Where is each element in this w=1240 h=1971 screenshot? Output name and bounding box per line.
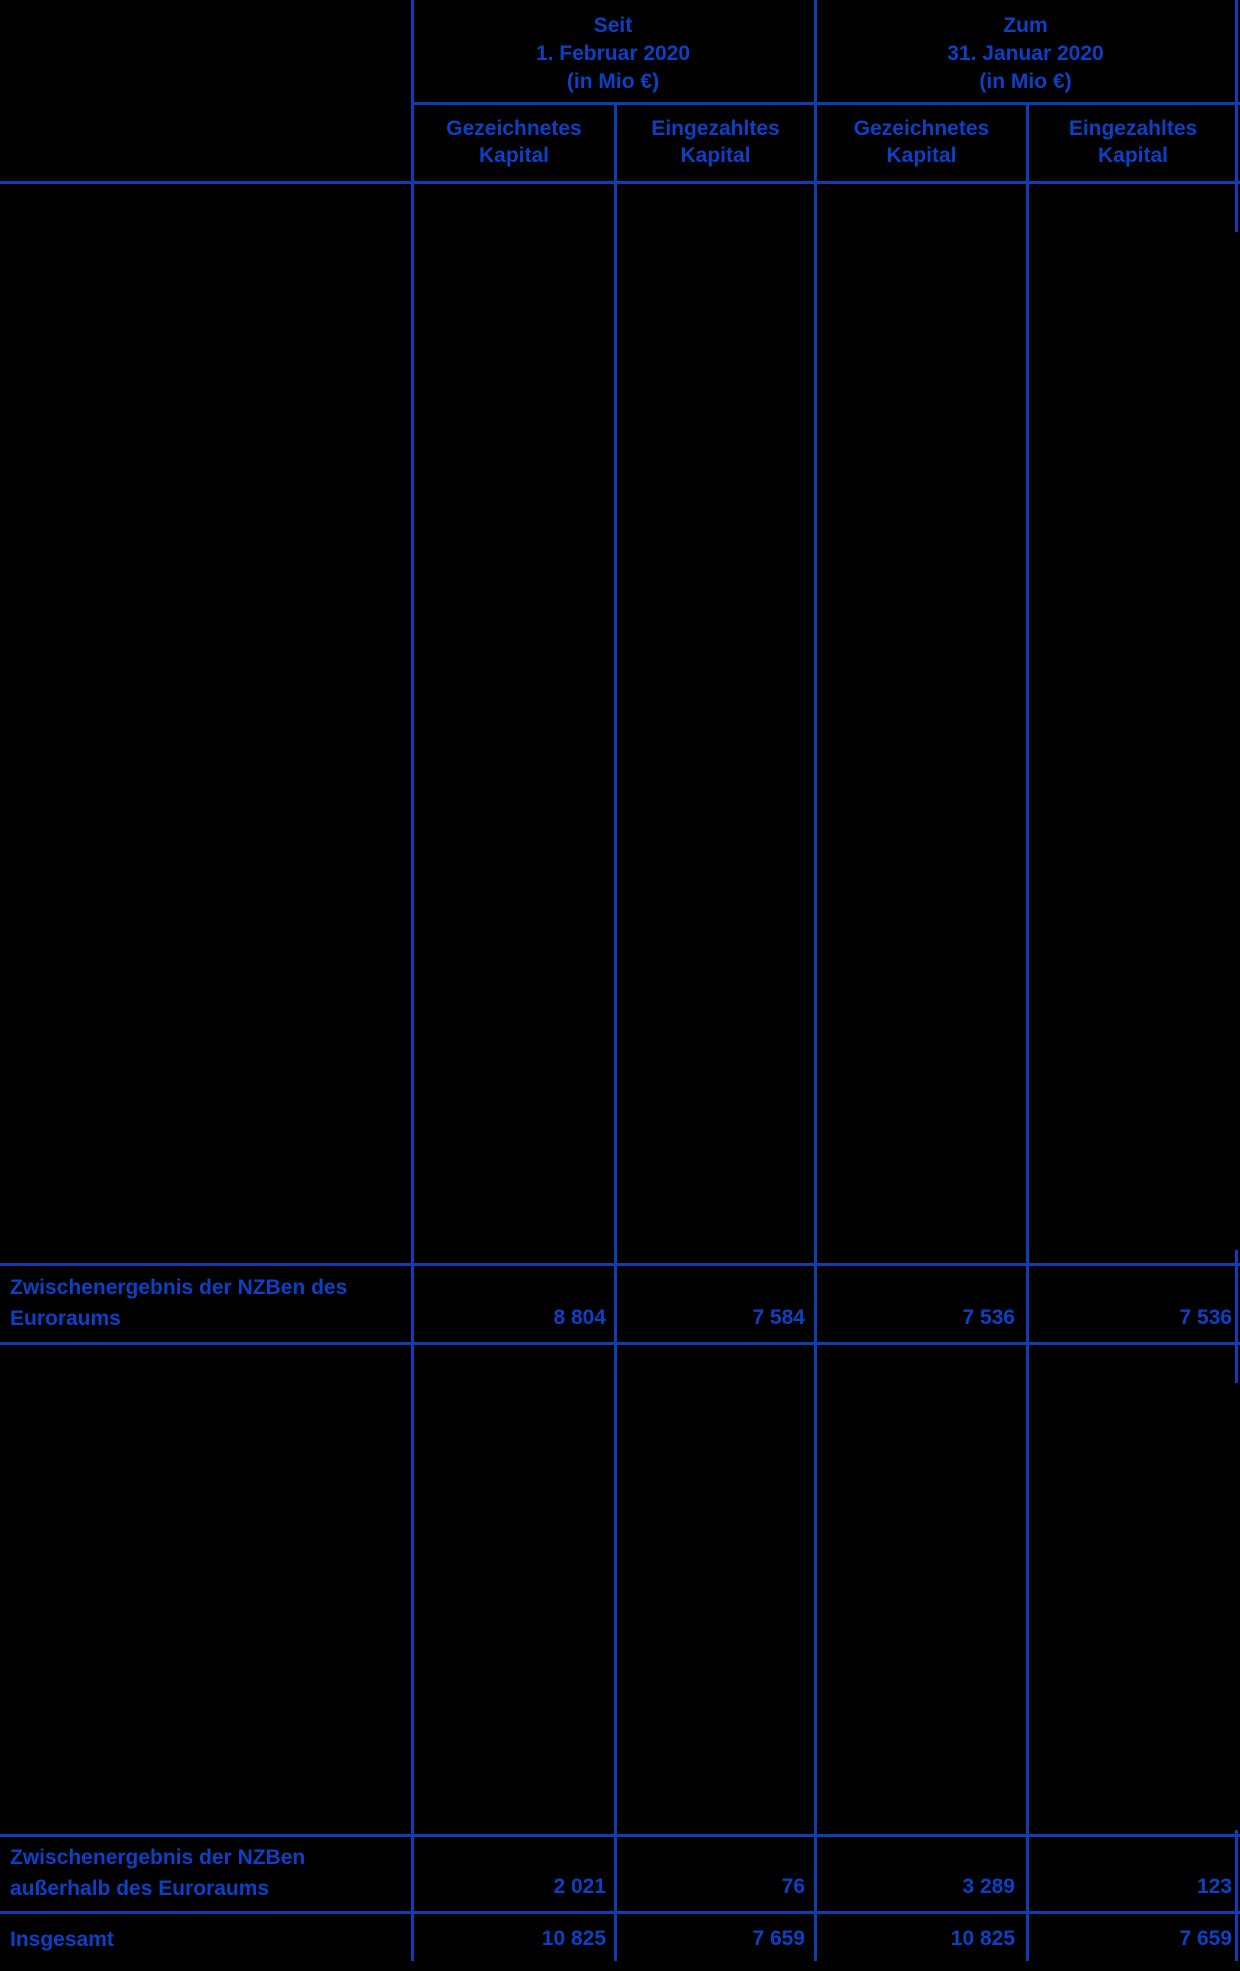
column-header-line: Gezeichnetes [853,117,990,140]
grid-vline-right-border-row1 [1235,1250,1238,1383]
table-row-label-euroraum-subtotal [10,1266,405,1340]
column-header-line: Kapital [886,144,957,167]
table-cell-value: 7 536 [962,1306,1015,1329]
table-row-label-total [10,1914,405,1964]
column-header-eingezahltes-kapital-1 [617,104,814,180]
table-cell-value: 7 536 [1179,1306,1232,1329]
table-cell-value: 2 021 [553,1875,606,1898]
table-cell-value: 10 825 [950,1927,1015,1950]
grid-hline-under-column-headers [0,181,1240,184]
column-header-line: Kapital [680,144,751,167]
column-header-line: Kapital [1097,144,1168,167]
table-cell-value: 7 659 [1179,1927,1232,1950]
row-label-line: Euroraums [10,1307,121,1330]
column-header-line: Eingezahltes [1068,117,1198,140]
column-header-gezeichnetes-kapital-2 [817,104,1026,180]
grid-vline-col3-right [1026,102,1029,1961]
grid-vline-col1-right [614,102,617,1961]
column-header-gezeichnetes-kapital-1 [414,104,614,180]
row-label-line: Insgesamt [10,1927,114,1951]
table-cell-value: 10 825 [541,1927,606,1950]
table-cell-value: 8 804 [553,1306,606,1329]
table-cell-value: 7 584 [752,1306,805,1329]
group-header-line: 1. Februar 2020 [535,42,691,65]
column-header-line: Kapital [478,144,549,167]
column-group-header-seit [411,6,815,102]
column-header-line: Gezeichnetes [446,117,582,140]
grid-vline-label-column-right [411,0,414,1961]
group-header-line: Seit [593,14,633,37]
grid-vline-right-border-rows23 [1235,1830,1238,1961]
row-label-line: Zwischenergebnis der NZBen des [10,1276,348,1299]
table-cell-value: 76 [781,1875,805,1898]
column-group-header-zum [815,6,1236,102]
column-header-line: Eingezahltes [651,117,780,140]
group-header-line: 31. Januar 2020 [947,42,1104,65]
row-label-line: Zwischenergebnis der NZBen [10,1846,306,1869]
group-header-line: (in Mio €) [566,70,660,93]
grid-hline-row1-bottom [0,1342,1240,1345]
table-row-label-ausserhalb-subtotal [10,1837,405,1909]
column-header-eingezahltes-kapital-2 [1029,104,1237,180]
grid-vline-group-divider [814,0,817,1961]
table-cell-value: 123 [1196,1875,1232,1898]
table-cell-value: 3 289 [962,1875,1015,1898]
group-header-line: (in Mio €) [979,70,1072,93]
table-cell-value: 7 659 [752,1927,805,1950]
row-label-line: außerhalb des Euroraums [10,1877,270,1900]
group-header-line: Zum [1003,14,1048,37]
